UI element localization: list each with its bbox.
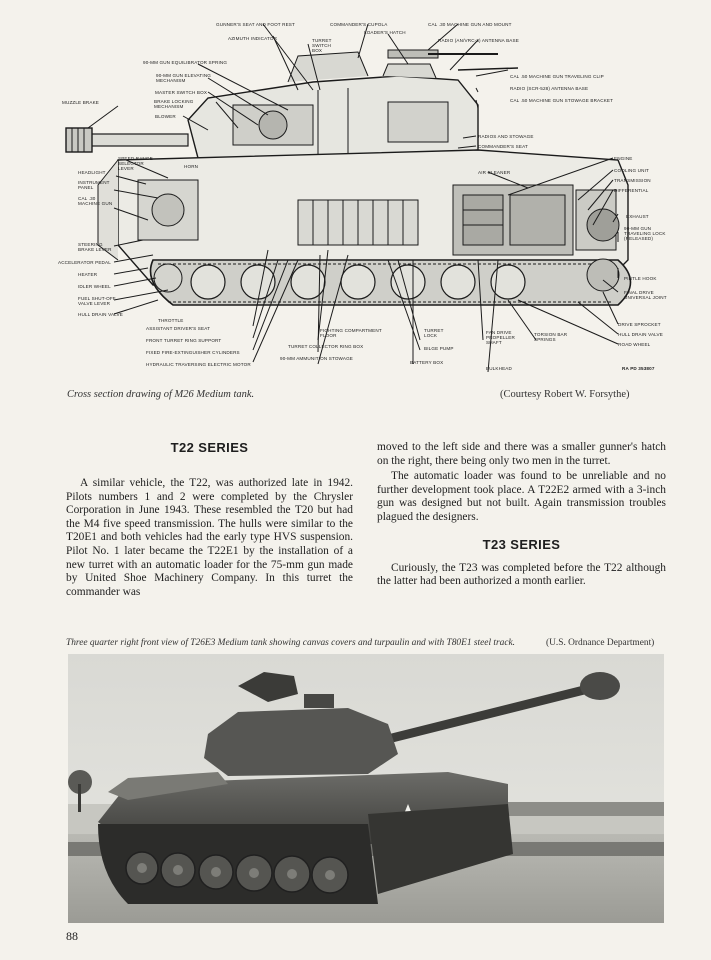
label-fan-drive: FAN DRIVE PROPELLER SHAFT [486, 330, 515, 345]
label-exhaust: EXHAUST [626, 214, 649, 219]
label-accelerator-pedal: ACCELERATOR PEDAL [58, 260, 111, 265]
label-horn: HORN [184, 164, 199, 169]
label-differential: DIFFERENTIAL [614, 188, 649, 193]
label-fighting-floor: FIGHTING COMPARTMENT FLOOR [320, 328, 382, 338]
label-stowage-bracket: CAL .50 MACHINE GUN STOWAGE BRACKET [510, 98, 614, 103]
label-azimuth-indicator: AZIMUTH INDICATOR [228, 36, 278, 41]
label-front-turret-ring: FRONT TURRET RING SUPPORT [146, 338, 222, 343]
label-drive-sprocket: DRIVE SPROCKET [618, 322, 661, 327]
label-gunners-seat: GUNNER'S SEAT AND FOOT REST [216, 22, 295, 27]
label-commanders-cupola: COMMANDER'S CUPOLA [330, 22, 388, 27]
label-radios-stowage: RADIOS AND STOWAGE [478, 134, 534, 139]
label-cal30-gun: CAL .30 MACHINE GUN [78, 196, 113, 206]
label-speed-range: SPEED RANGE SELECTOR LEVER [118, 156, 153, 171]
label-engine: ENGINE [614, 156, 633, 161]
label-brake-locking: BRAKE LOCKING MECHANISM [154, 99, 194, 109]
label-road-wheel: ROAD WHEEL [618, 342, 651, 347]
label-asst-driver-seat: ASSISTANT DRIVER'S SEAT [146, 326, 211, 331]
label-turret-collector: TURRET COLLECTOR RING BOX [288, 344, 364, 349]
label-hull-drain-valve-right: HULL DRAIN VALVE [618, 332, 663, 337]
label-torsion-bar: TORSION BAR SPRINGS [534, 332, 568, 342]
t22-continued-paragraph: moved to the left side and there was a smaller gunner's hatch on the right, there being only two men in the turret. [377, 441, 666, 467]
label-elevating-mechanism: 90-MM GUN ELEVATING MECHANISM [156, 73, 212, 83]
label-turret-switch-box: TURRET SWITCH BOX [312, 38, 332, 53]
t26e3-tank-image [68, 654, 664, 923]
label-gun-traveling-lock: 90-MM GUN TRAVELING LOCK (RELEASED) [624, 226, 666, 241]
label-instrument-panel: INSTRUMENT PANEL [78, 180, 110, 190]
tank-cross-section-diagram [58, 10, 678, 385]
tank-photo [68, 654, 664, 923]
label-steering-brake: STEERING BRAKE LEVER [78, 242, 112, 252]
t23-heading: T23 SERIES [482, 536, 561, 552]
label-battery-box: BATTERY BOX [410, 360, 444, 365]
label-loaders-hatch: LOADER'S HATCH [364, 30, 406, 35]
photo-caption: Three quarter right front view of T26E3 Medium tank showing canvas covers and turpaulin and with T80E1 steel track. [66, 638, 516, 648]
page-number: 88 [66, 929, 78, 943]
label-heater: HEATER [78, 272, 98, 277]
label-hull-drain-valve-left: HULL DRAIN VALVE [78, 312, 123, 317]
label-final-drive: FINAL DRIVE UNIVERSAL JOINT [624, 290, 667, 300]
label-transmission: TRANSMISSION [614, 178, 651, 183]
label-ra-number: RA PD 353807 [622, 366, 655, 371]
label-bilge-pump: BILGE PUMP [424, 346, 454, 351]
label-muzzle-brake: MUZZLE BRAKE [62, 100, 100, 105]
label-radio-scr-antenna: RADIO (SCR-528) ANTENNA BASE [510, 86, 589, 91]
label-traveling-clip: CAL .50 MACHINE GUN TRAVELING CLIP [510, 74, 604, 79]
label-blower: BLOWER [155, 114, 176, 119]
label-turret-lock: TURRET LOCK [424, 328, 444, 338]
photo-credit: (U.S. Ordnance Department) [546, 638, 655, 648]
left-column [66, 440, 353, 599]
label-cooling-unit: COOLING UNIT [614, 168, 649, 173]
t23-paragraph: Curiously, the T23 was completed before the T22 although the latter had been authorized a month earlier. [377, 561, 666, 588]
label-fuel-shutoff: FUEL SHUT-OFF VALVE LEVER [78, 296, 116, 306]
right-column [377, 441, 666, 589]
t22-loader-paragraph: The automatic loader was found to be unreliable and no further development took place. A T22E2 armed with a 3-inch gun was designed but not built. Again transmission troubles plagued the designers. [377, 470, 666, 523]
label-equilibrator-spring: 90-MM GUN EQUILIBRATOR SPRING [143, 60, 228, 65]
label-cal30-mount: CAL .30 MACHINE GUN AND MOUNT [428, 22, 512, 27]
label-hydraulic-motor: HYDRAULIC TRAVERSING ELECTRIC MOTOR [146, 362, 251, 367]
label-ammo-stowage: 90-MM AMMUNITION STOWAGE [280, 356, 354, 361]
label-commanders-seat: COMMANDER'S SEAT [478, 144, 528, 149]
label-air-cleaner: AIR CLEANER [478, 170, 511, 175]
t22-heading: T22 SERIES [170, 440, 249, 455]
label-throttle: THROTTLE [158, 318, 184, 323]
label-headlight: HEADLIGHT [78, 170, 106, 175]
label-radio-an-antenna: RADIO (AN/VRC-3) ANTENNA BASE [438, 38, 519, 43]
label-bulkhead: BULKHEAD [486, 366, 512, 371]
label-fire-extinguisher: FIXED FIRE-EXTINGUISHER CYLINDERS [146, 350, 240, 355]
label-pintle-hook: PINTLE HOOK [624, 276, 657, 281]
diagram-caption: Cross section drawing of M26 Medium tank. [67, 389, 255, 400]
t22-paragraph: A similar vehicle, the T22, was authorized late in 1942. Pilots numbers 1 and 2 were completed by the Chrysler Corporation in June 1943. These resembled the T20 but had the M4 five speed transmission. The hulls were similar to the T20E1 and both vehicles had the early type HVS suspension. Pilot No. 1 later became the T22E1 by the installation of a new turret with an automatic loader for the 75-mm gun made by United Shoe Machinery Company. In this turret the commander was [66, 477, 353, 598]
label-master-switch-box: MASTER SWITCH BOX [155, 90, 208, 95]
diagram-credit: (Courtesy Robert W. Forsythe) [500, 389, 630, 400]
label-idler-wheel: IDLER WHEEL [78, 284, 111, 289]
